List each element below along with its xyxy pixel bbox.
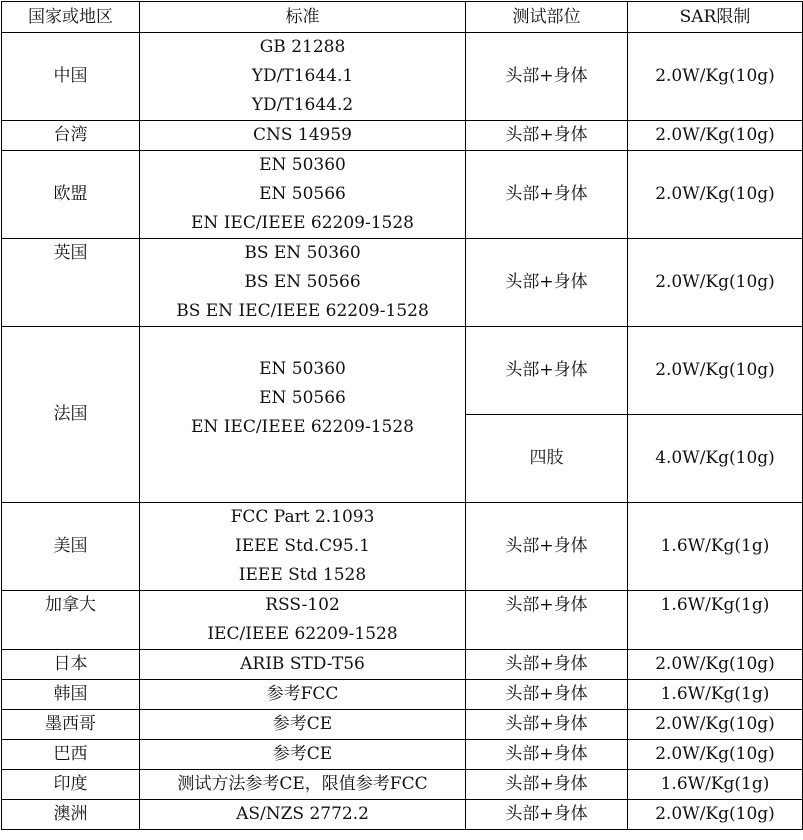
standards-cell bbox=[140, 327, 466, 503]
sar-limit-cell: 2.0W/Kg(10g) bbox=[628, 33, 803, 121]
standards-cell bbox=[140, 650, 466, 680]
region-cell: 日本 bbox=[2, 650, 140, 680]
region-cell: 墨西哥 bbox=[2, 710, 140, 740]
test-part-cell: 头部+身体 bbox=[466, 151, 628, 239]
sar-limit-cell: 2.0W/Kg(10g) bbox=[628, 800, 803, 830]
standard-line: IEEE Std.C95.1 bbox=[235, 536, 370, 556]
standard-line: AS/NZS 2772.2 bbox=[236, 804, 369, 824]
standards-cell bbox=[140, 770, 466, 800]
standard-line: BS EN 50360 bbox=[244, 243, 361, 263]
standard-line: IEEE Std 1528 bbox=[238, 565, 367, 585]
region-cell: 美国 bbox=[2, 503, 140, 591]
standards-cell bbox=[140, 710, 466, 740]
test-part-cell: 头部+身体 bbox=[466, 591, 628, 650]
sar-limit-cell: 2.0W/Kg(10g) bbox=[628, 740, 803, 770]
standard-line: EN 50566 bbox=[259, 388, 346, 408]
standard-line: GB 21288 bbox=[259, 37, 346, 57]
standard-line: EN IEC/IEEE 62209-1528 bbox=[191, 213, 414, 233]
sar-limit-cell: 2.0W/Kg(10g) bbox=[628, 239, 803, 327]
region-cell: 印度 bbox=[2, 770, 140, 800]
table-row bbox=[2, 650, 803, 680]
standards-cell bbox=[140, 800, 466, 830]
sar-limit-cell: 1.6W/Kg(1g) bbox=[628, 770, 803, 800]
standard-line: ARIB STD-T56 bbox=[240, 654, 365, 674]
standard-line: BS EN IEC/IEEE 62209-1528 bbox=[176, 301, 429, 321]
table-row bbox=[2, 710, 803, 740]
sar-limit-cell: 4.0W/Kg(10g) bbox=[628, 415, 803, 503]
table-row bbox=[2, 503, 803, 591]
table-row bbox=[2, 327, 803, 415]
region-cell: 中国 bbox=[2, 33, 140, 121]
standards-cell bbox=[140, 33, 466, 121]
sar-limit-cell: 2.0W/Kg(10g) bbox=[628, 151, 803, 239]
table-row bbox=[2, 239, 803, 327]
test-part-cell: 头部+身体 bbox=[466, 770, 628, 800]
test-part-cell: 四肢 bbox=[466, 415, 628, 503]
header-standard: 标准 bbox=[140, 2, 466, 33]
sar-standards-table bbox=[1, 1, 803, 830]
test-part-cell: 头部+身体 bbox=[466, 800, 628, 830]
test-part-cell: 头部+身体 bbox=[466, 33, 628, 121]
region-cell: 巴西 bbox=[2, 740, 140, 770]
sar-limit-cell: 1.6W/Kg(1g) bbox=[628, 680, 803, 710]
test-part-cell: 头部+身体 bbox=[466, 740, 628, 770]
test-part-cell: 头部+身体 bbox=[466, 327, 628, 415]
region-cell: 欧盟 bbox=[2, 151, 140, 239]
standards-cell bbox=[140, 591, 466, 650]
region-cell: 法国 bbox=[2, 327, 140, 503]
standard-line: YD/T1644.1 bbox=[251, 66, 354, 86]
region-cell: 澳洲 bbox=[2, 800, 140, 830]
sar-limit-cell: 2.0W/Kg(10g) bbox=[628, 327, 803, 415]
header-region: 国家或地区 bbox=[2, 2, 140, 33]
region-cell: 英国 bbox=[2, 239, 140, 327]
table-row bbox=[2, 121, 803, 151]
test-part-cell: 头部+身体 bbox=[466, 680, 628, 710]
standard-line: CNS 14959 bbox=[252, 125, 352, 145]
standard-line: EN 50360 bbox=[259, 359, 346, 379]
test-part-cell: 头部+身体 bbox=[466, 650, 628, 680]
standards-cell bbox=[140, 740, 466, 770]
test-part-cell: 头部+身体 bbox=[466, 710, 628, 740]
standard-line: EN 50566 bbox=[259, 184, 346, 204]
standard-line: FCC Part 2.1093 bbox=[230, 507, 375, 527]
table-row bbox=[2, 740, 803, 770]
header-sar-limit: SAR限制 bbox=[628, 2, 803, 33]
region-cell: 台湾 bbox=[2, 121, 140, 151]
table-row bbox=[2, 33, 803, 121]
sar-limit-cell: 1.6W/Kg(1g) bbox=[628, 503, 803, 591]
region-cell: 加拿大 bbox=[2, 591, 140, 650]
standards-cell bbox=[140, 151, 466, 239]
standard-line: 测试方法参考CE，限值参考FCC bbox=[177, 774, 428, 794]
sar-limit-cell: 2.0W/Kg(10g) bbox=[628, 710, 803, 740]
standard-line: IEC/IEEE 62209-1528 bbox=[207, 624, 398, 644]
table-row bbox=[2, 151, 803, 239]
test-part-cell: 头部+身体 bbox=[466, 503, 628, 591]
sar-limit-cell: 2.0W/Kg(10g) bbox=[628, 121, 803, 151]
standard-line: YD/T1644.2 bbox=[251, 95, 354, 115]
standards-cell bbox=[140, 121, 466, 151]
standards-cell bbox=[140, 503, 466, 591]
sar-limit-cell: 2.0W/Kg(10g) bbox=[628, 650, 803, 680]
table-row bbox=[2, 800, 803, 830]
standard-line: 参考CE bbox=[272, 714, 333, 734]
standards-cell bbox=[140, 239, 466, 327]
header-test-part: 测试部位 bbox=[466, 2, 628, 33]
table-row bbox=[2, 680, 803, 710]
standard-line: EN 50360 bbox=[259, 155, 346, 175]
standard-line: BS EN 50566 bbox=[244, 272, 361, 292]
standard-line: EN IEC/IEEE 62209-1528 bbox=[191, 417, 414, 437]
table-row bbox=[2, 770, 803, 800]
region-cell: 韩国 bbox=[2, 680, 140, 710]
standard-line: RSS-102 bbox=[265, 595, 340, 615]
table-row bbox=[2, 591, 803, 650]
standard-line: 参考FCC bbox=[266, 684, 339, 704]
test-part-cell: 头部+身体 bbox=[466, 239, 628, 327]
standard-line: 参考CE bbox=[272, 744, 333, 764]
header-row bbox=[2, 2, 803, 33]
standards-cell bbox=[140, 680, 466, 710]
sar-limit-cell: 1.6W/Kg(1g) bbox=[628, 591, 803, 650]
test-part-cell: 头部+身体 bbox=[466, 121, 628, 151]
